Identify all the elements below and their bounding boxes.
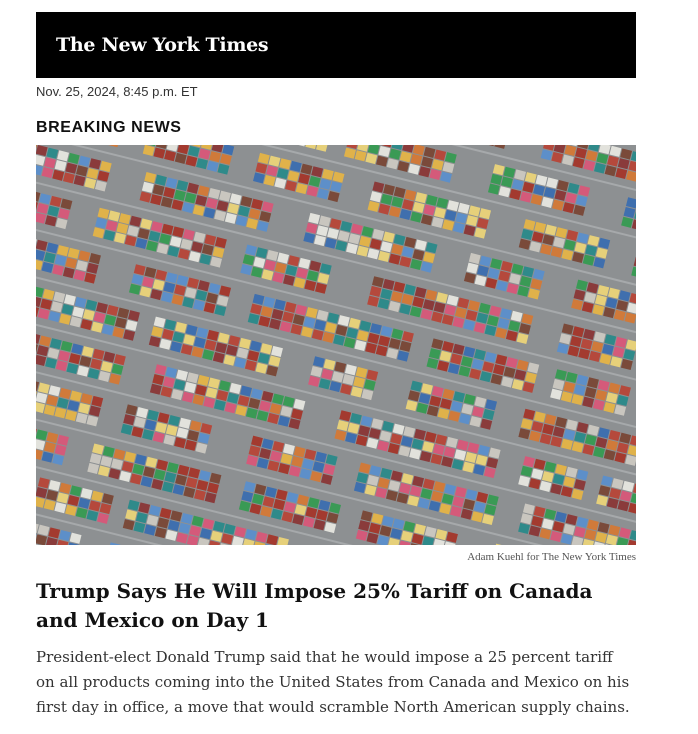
nyt-logo[interactable]: The New York Times: [56, 34, 269, 56]
email-container: [36, 12, 636, 720]
shipping-containers-photo[interactable]: [36, 145, 636, 545]
dateline: Nov. 25, 2024, 8:45 p.m. ET: [36, 84, 198, 99]
article-summary: President-elect Donald Trump said that he would impose a 25 percent tariff on all products coming into the United States from Canada and Mexico on his first day in office, a move that would scramble North American supply chains.: [36, 648, 630, 716]
masthead: [36, 12, 636, 78]
photo-credit: Adam Kuehl for The New York Times: [467, 551, 636, 563]
article-headline[interactable]: Trump Says He Will Impose 25% Tariff on Canada and Mexico on Day 1: [36, 579, 593, 632]
breaking-news-label: BREAKING NEWS: [36, 119, 182, 136]
